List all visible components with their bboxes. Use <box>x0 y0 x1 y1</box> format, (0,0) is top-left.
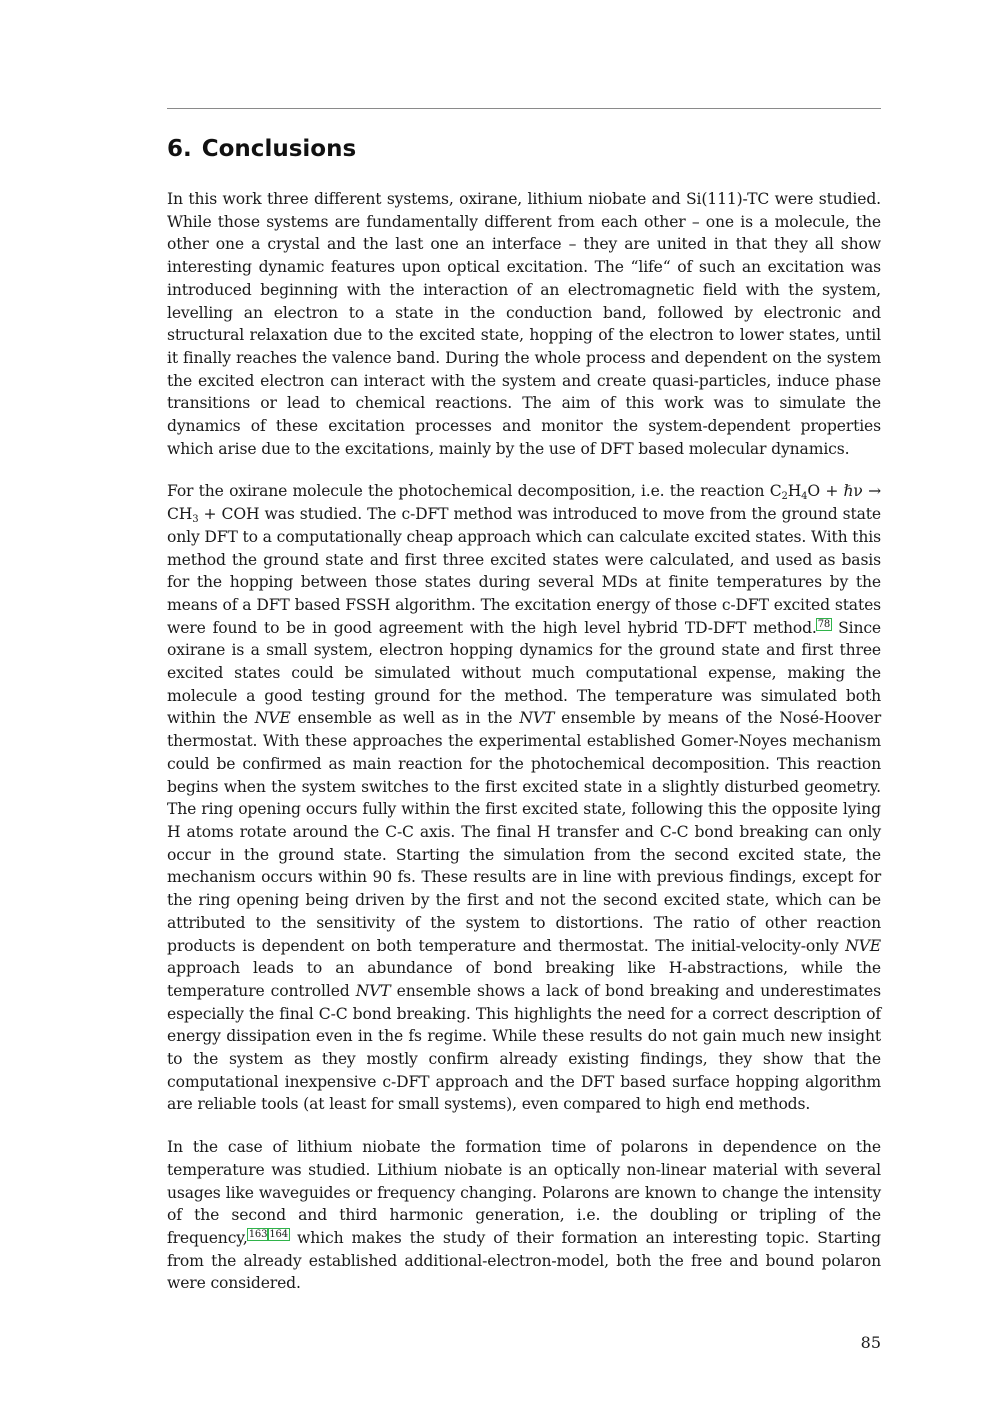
math-nve: NVE <box>254 709 291 728</box>
subscript: 4 <box>801 491 808 503</box>
header-rule <box>167 108 881 109</box>
citation-link[interactable]: 163 <box>248 1228 268 1240</box>
math-nvt: NVT <box>355 981 391 1000</box>
paragraph-oxirane <box>167 480 881 1116</box>
chapter-title: Conclusions <box>201 136 357 162</box>
text-run: which makes the study of their formation an interesting topic. Starting from the already established additional-electron-model, both the free and bound polaron were considered. <box>167 1228 881 1293</box>
chapter-heading <box>167 136 356 162</box>
citation-link[interactable]: 164 <box>269 1228 288 1240</box>
page-number: 85 <box>860 1333 881 1352</box>
paragraph-intro: In this work three different systems, oxirane, lithium niobate and Si(111)-TC were studied. While those systems are fundamentally different from each other – one is a molecule, the other one a crystal and the last one an interface – they are united in that they all show interesting dynamic features upon optical excitation. The “life“ of such an excitation was introduced beginning with the interaction of an electromagnetic field with the system, levelling an electron to a state in the conduction band, followed by electronic and structural relaxation due to the excited state, hopping of the electron to lower states, until it finally reaches the valence band. During the whole process and dependent on the system the excited electron can interact with the system and create quasi-particles, induce phase transitions or lead to chemical reactions. The aim of this work was to simulate the dynamics of these excitation processes and monitor the system-dependent properties which arise due to the excitations, mainly by the use of DFT based molecular dynamics. <box>167 190 881 458</box>
text-run: H <box>787 482 802 501</box>
text-run: ensemble by means of the Nosé-Hoover thermostat. With these approaches the experimental established Gomer-Noyes mechanism could be confirmed as main reaction for the photochemical decomposition. This reaction begins when the system switches to the first excited state in a slightly disturbed geometry. The ring opening occurs fully within the first excited state, following this the opposite lying H atoms rotate around the C-C axis. The final H transfer and C-C bond breaking can only occur in the ground state. Starting the simulation from the second excited state, the mechanism occurs within 90 fs. These results are in line with previous findings, except for the ring opening being driven by the first and not the second excited state, which can be attributed to the sensitivity of the system to distortions. The ratio of other reaction products is dependent on both temperature and thermostat. The initial-velocity-only <box>167 709 881 955</box>
text-run: ensemble shows a lack of bond breaking and underestimates especially the final C-C bond breaking. This highlights the need for a correct description of energy dissipation even in the fs regime. While these results do not gain much new insight to the system as they mostly confirm already existing findings, they show that the computational inexpensive c-DFT approach and the DFT based surface hopping algorithm are reliable tools (at least for small systems), even compared to high end methods. <box>167 981 881 1114</box>
text-run: ensemble as well as in the <box>290 709 520 728</box>
citation-link[interactable]: 78 <box>817 618 831 630</box>
chapter-number: 6. <box>167 136 192 162</box>
text-run: In the case of lithium niobate the formation time of polarons in dependence on the temperature was studied. Lithium niobate is an optically non-linear material with several usages like waveguides or frequency changing. Polarons are known to change the intensity of the second and third harmonic generation, i.e. the doubling or tripling of the frequency, <box>167 1138 881 1247</box>
text-run: Since oxirane is a small system, electron hopping dynamics for the ground state and first three excited states could be simulated without much computational expense, making the molecule a good testing ground for the method. The temperature was simulated both within the <box>167 618 882 728</box>
text-run: + COH was studied. The c-DFT method was introduced to move from the ground state only DFT to a computationally cheap approach which can calculate excited states. With this method the ground state and first three excited states were calculated, and used as basis for the hopping between those states during several MDs at finite temperatures by the means of a DFT based FSSH algorithm. The excitation energy of those c-DFT excited states were found to be in good agreement with the high level hybrid TD-DFT method. <box>167 505 881 637</box>
paragraph-lithium-niobate <box>167 1136 881 1295</box>
text-run: approach leads to an abundance of bond breaking like H-abstractions, while the temperature controlled <box>167 959 881 1000</box>
text-run: For the oxirane molecule the photochemical decomposition, i.e. the reaction C <box>167 482 782 501</box>
math-nve: NVE <box>845 936 881 955</box>
subscript: 3 <box>192 514 199 526</box>
subscript: 2 <box>781 491 788 503</box>
chapter-body <box>167 188 881 1315</box>
text-run: O + ℏν → CH <box>167 482 881 524</box>
math-nvt: NVT <box>519 709 555 728</box>
